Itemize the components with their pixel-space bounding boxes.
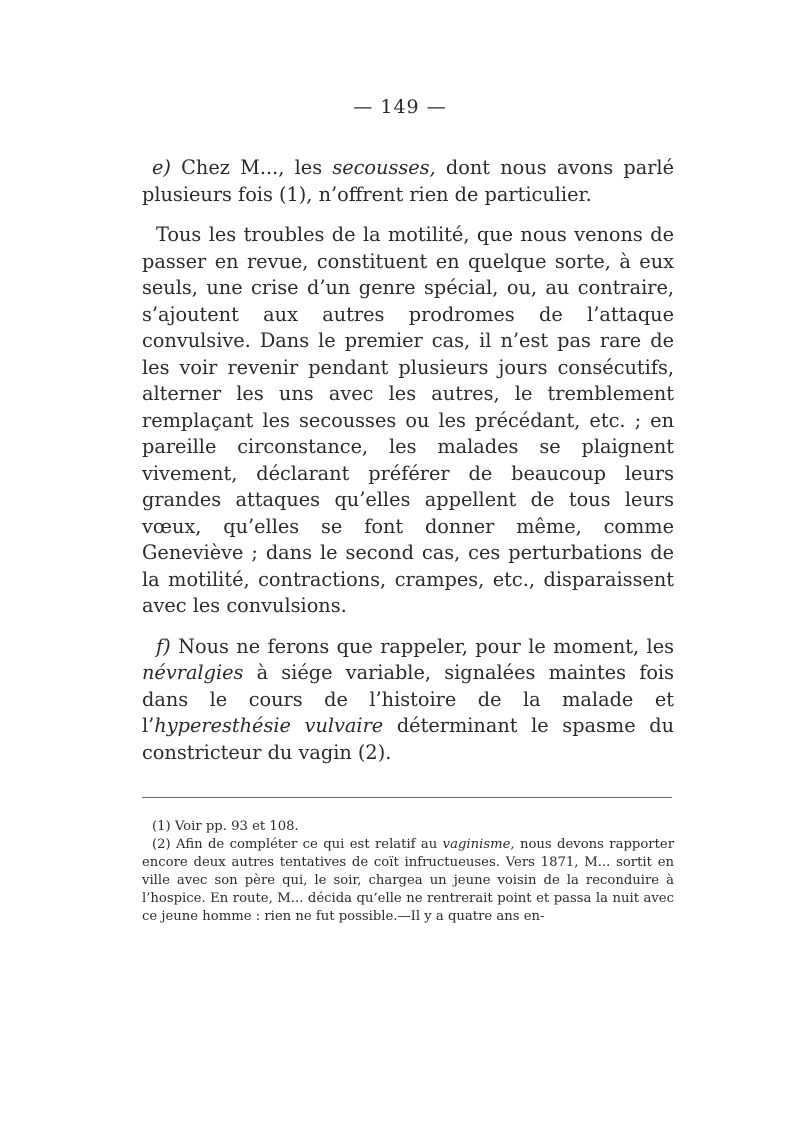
- paragraph-f-italic-2: hyperesthésie vulvaire: [154, 714, 384, 737]
- footnote-2-text-2: nous devons rapporter encore deux autres tentatives de coït infructueuses. Vers 1871, M... sortit en ville avec son père qui, le soir, chargea un jeune voisin de la reconduire à l’hospice. En route, M... décida qu’elle ne rentrerait point et passa la nuit avec ce jeune homme : rien ne fut possible.—Il y a quatre ans en-: [142, 837, 674, 924]
- paragraph-e-text-2: dont nous avons parlé plusieurs fois (1), n’offrent rien de particulier.: [142, 156, 674, 206]
- paragraph-e-italic-1: secousses,: [332, 156, 436, 179]
- main-text: [142, 155, 674, 766]
- footnote-2-text-1: (2) Afin de compléter ce qui est relatif au: [152, 837, 443, 852]
- paragraph-f-text-1: Nous ne ferons que rappeler, pour le moment, les: [170, 634, 674, 658]
- paragraph-f-text-3: déterminant le spasme du constricteur du vagin (2).: [142, 714, 674, 764]
- footnote-1: (1) Voir pp. 93 et 108.: [152, 819, 299, 834]
- paragraph-f: [142, 634, 674, 767]
- footnote-2: [142, 836, 674, 926]
- paragraph-f-italic-1: névralgies: [142, 661, 244, 684]
- paragraph-e: [142, 155, 674, 208]
- list-marker-f: f): [156, 634, 171, 658]
- paragraph-e-text-1: Chez M..., les: [170, 156, 333, 179]
- page-number: — 149 —: [353, 96, 447, 118]
- list-marker-e: e): [152, 156, 171, 179]
- footnote-divider: [142, 797, 672, 798]
- paragraph-f-text-2: à siége variable, signalées maintes fois dans le cours de l’histoire de la malade et l’: [142, 661, 674, 737]
- footnotes: [142, 818, 674, 926]
- paragraph-motilite: Tous les troubles de la motilité, que nous venons de passer en revue, constituent en quelque sorte, à eux seuls, une crise d’un genre spécial, ou, au contraire, s’ajoutent aux autres prodromes de l’attaque convulsive. Dans le premier cas, il n’est pas rare de les voir revenir pendant plusieurs jours consécutifs, alterner les uns avec les autres, le tremblement remplaçant les secousses ou les précédant, etc. ; en pareille circonstance, les malades se plaignent vivement, déclarant préférer de beaucoup leurs grandes attaques qu’elles appellent de tous leurs vœux, qu’elles se font donner même, comme Geneviève ; dans le second cas, ces perturbations de la motilité, contractions, crampes, etc., disparaissent avec les convulsions.: [142, 223, 674, 617]
- footnote-2-italic: vaginisme,: [442, 837, 515, 852]
